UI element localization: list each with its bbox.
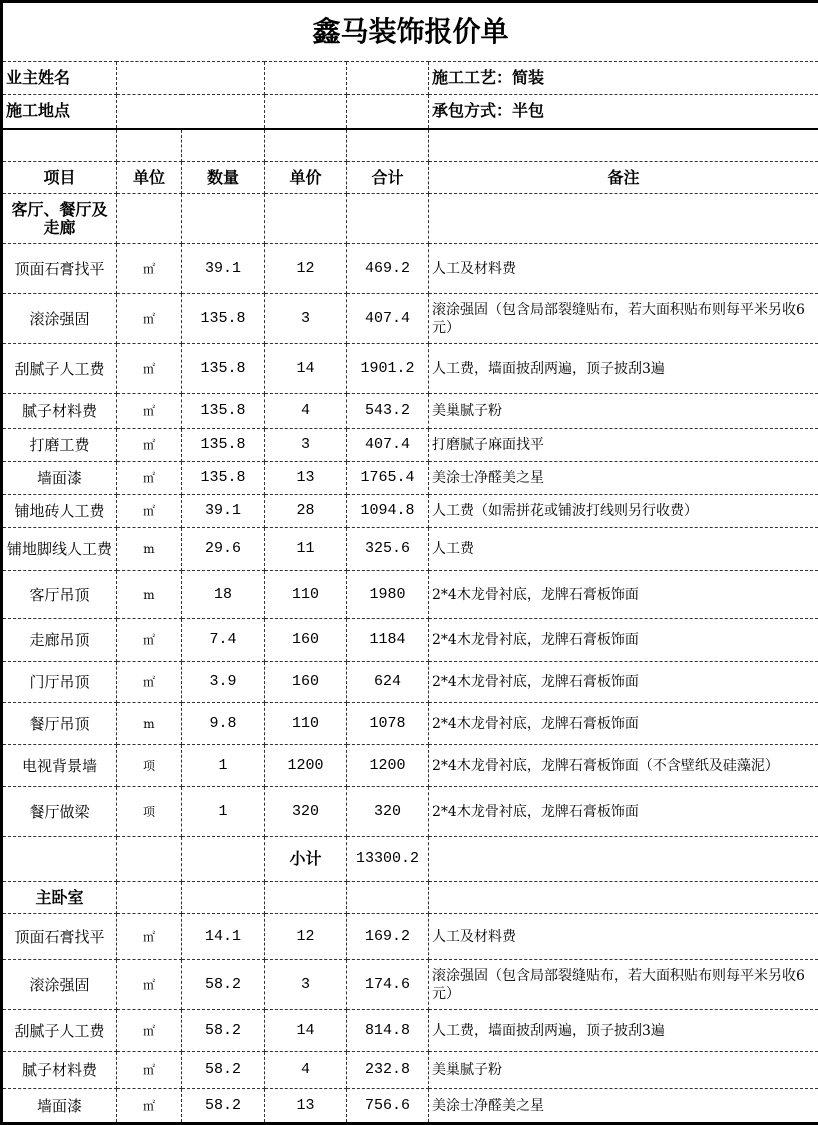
cell-qty[interactable]: 7.4 (182, 619, 265, 662)
cell-price[interactable]: 13 (265, 1089, 347, 1124)
sheet-title: 鑫马装饰报价单 (2, 2, 818, 62)
cell-qty[interactable]: 135.8 (182, 344, 265, 394)
table-row (2, 1052, 818, 1089)
empty-cell[interactable] (347, 62, 429, 95)
cell-item[interactable]: 刮腻子人工费 (2, 344, 117, 394)
empty-cell[interactable] (347, 129, 429, 162)
cell-total[interactable]: 1901.2 (347, 344, 429, 394)
cell-unit[interactable]: m (117, 571, 182, 619)
empty-cell[interactable] (429, 194, 818, 244)
empty-cell[interactable] (347, 882, 429, 914)
cell-note[interactable]: 滚涂强固（包含局部裂缝贴布，若大面积贴布则每平米另收6元） (429, 294, 818, 344)
cell-price[interactable]: 14 (265, 344, 347, 394)
cell-qty[interactable]: 135.8 (182, 462, 265, 495)
empty-cell[interactable] (347, 194, 429, 244)
section-row (2, 194, 818, 244)
cell-total[interactable]: 814.8 (347, 1010, 429, 1052)
table-row (2, 495, 818, 528)
subtotal-row (2, 837, 818, 882)
cell-note[interactable]: 2*4木龙骨衬底，龙牌石膏板饰面 (429, 571, 818, 619)
table-row (2, 1010, 818, 1052)
cell-unit[interactable]: ㎡ (117, 914, 182, 960)
cell-unit[interactable]: ㎡ (117, 495, 182, 528)
header-note: 备注 (429, 162, 818, 194)
table-row (2, 703, 818, 745)
cell-item[interactable]: 门厅吊顶 (2, 662, 117, 703)
cell-unit[interactable]: 项 (117, 745, 182, 787)
cell-unit[interactable]: ㎡ (117, 394, 182, 429)
cell-qty[interactable]: 58.2 (182, 1010, 265, 1052)
empty-cell[interactable] (265, 62, 347, 95)
empty-cell[interactable] (429, 837, 818, 882)
blank-row (2, 129, 818, 162)
cell-item[interactable]: 打磨工费 (2, 429, 117, 462)
cell-qty[interactable]: 135.8 (182, 429, 265, 462)
empty-cell[interactable] (2, 129, 117, 162)
cell-item[interactable]: 墙面漆 (2, 462, 117, 495)
cell-price[interactable]: 110 (265, 703, 347, 745)
empty-cell[interactable] (117, 129, 182, 162)
empty-cell[interactable] (265, 882, 347, 914)
cell-qty[interactable]: 39.1 (182, 244, 265, 294)
table-row (2, 344, 818, 394)
cell-total[interactable]: 1094.8 (347, 495, 429, 528)
cell-note[interactable]: 美涂士净醛美之星 (429, 1089, 818, 1124)
owner-name-label: 业主姓名 (2, 62, 117, 95)
cell-price[interactable]: 11 (265, 528, 347, 571)
cell-price[interactable]: 160 (265, 662, 347, 703)
cell-price[interactable]: 3 (265, 960, 347, 1010)
cell-price[interactable]: 12 (265, 914, 347, 960)
table-row (2, 571, 818, 619)
header-total: 合计 (347, 162, 429, 194)
cell-total[interactable]: 756.6 (347, 1089, 429, 1124)
cell-item[interactable]: 墙面漆 (2, 1089, 117, 1124)
cell-note[interactable]: 滚涂强固（包含局部裂缝贴布，若大面积贴布则每平米另收6元） (429, 960, 818, 1010)
cell-total[interactable]: 325.6 (347, 528, 429, 571)
empty-cell[interactable] (182, 837, 265, 882)
craft-label: 施工工艺：简装 (429, 62, 818, 95)
cell-price[interactable]: 14 (265, 1010, 347, 1052)
empty-cell[interactable] (182, 194, 265, 244)
cell-qty[interactable]: 29.6 (182, 528, 265, 571)
cell-note[interactable]: 人工费，墙面披刮两遍，顶子披刮3遍 (429, 1010, 818, 1052)
cell-note[interactable]: 美巢腻子粉 (429, 394, 818, 429)
cell-price[interactable]: 28 (265, 495, 347, 528)
empty-cell[interactable] (265, 129, 347, 162)
section-name: 客厅、餐厅及走廊 (2, 194, 117, 244)
table-row (2, 662, 818, 703)
table-row (2, 1089, 818, 1124)
cell-price[interactable]: 320 (265, 787, 347, 837)
cell-item[interactable]: 客厅吊顶 (2, 571, 117, 619)
cell-note[interactable]: 人工费（如需拼花或铺波打线则另行收费） (429, 495, 818, 528)
table-row (2, 244, 818, 294)
header-price: 单价 (265, 162, 347, 194)
table-row (2, 528, 818, 571)
cell-qty[interactable]: 58.2 (182, 960, 265, 1010)
table-row (2, 787, 818, 837)
header-item: 项目 (2, 162, 117, 194)
header-unit: 单位 (117, 162, 182, 194)
cell-total[interactable]: 174.6 (347, 960, 429, 1010)
cell-note[interactable]: 2*4木龙骨衬底，龙牌石膏板饰面 (429, 787, 818, 837)
subtotal-value[interactable]: 13300.2 (347, 837, 429, 882)
cell-unit[interactable]: ㎡ (117, 429, 182, 462)
cell-total[interactable]: 1200 (347, 745, 429, 787)
cell-note[interactable]: 人工费，墙面披刮两遍，顶子披刮3遍 (429, 344, 818, 394)
cell-total[interactable]: 407.4 (347, 429, 429, 462)
cell-note[interactable]: 2*4木龙骨衬底，龙牌石膏板饰面 (429, 703, 818, 745)
cell-unit[interactable]: ㎡ (117, 662, 182, 703)
cell-total[interactable]: 232.8 (347, 1052, 429, 1089)
cell-unit[interactable]: ㎡ (117, 960, 182, 1010)
cell-item[interactable]: 走廊吊顶 (2, 619, 117, 662)
cell-qty[interactable]: 9.8 (182, 703, 265, 745)
section-row (2, 882, 818, 914)
info-row-site (2, 95, 818, 129)
owner-name-value[interactable] (117, 62, 265, 95)
cell-item[interactable]: 铺地砖人工费 (2, 495, 117, 528)
cell-qty[interactable]: 14.1 (182, 914, 265, 960)
empty-cell[interactable] (117, 837, 182, 882)
cell-unit[interactable]: m (117, 528, 182, 571)
table-row (2, 394, 818, 429)
empty-cell[interactable] (265, 194, 347, 244)
empty-cell[interactable] (265, 95, 347, 129)
empty-cell[interactable] (117, 194, 182, 244)
cell-price[interactable]: 160 (265, 619, 347, 662)
cell-unit[interactable]: ㎡ (117, 294, 182, 344)
site-label: 施工地点 (2, 95, 117, 129)
header-qty: 数量 (182, 162, 265, 194)
cell-price[interactable]: 3 (265, 294, 347, 344)
empty-cell[interactable] (182, 129, 265, 162)
cell-item[interactable]: 腻子材料费 (2, 394, 117, 429)
cell-note[interactable]: 打磨腻子麻面找平 (429, 429, 818, 462)
empty-cell[interactable] (429, 129, 818, 162)
cell-item[interactable]: 餐厅做梁 (2, 787, 117, 837)
cell-total[interactable]: 543.2 (347, 394, 429, 429)
table-row (2, 619, 818, 662)
empty-cell[interactable] (347, 95, 429, 129)
site-value[interactable] (117, 95, 265, 129)
cell-price[interactable]: 13 (265, 462, 347, 495)
cell-note[interactable]: 2*4木龙骨衬底，龙牌石膏板饰面 (429, 619, 818, 662)
cell-item[interactable]: 腻子材料费 (2, 1052, 117, 1089)
header-row (2, 162, 818, 194)
cell-qty[interactable]: 58.2 (182, 1052, 265, 1089)
cell-total[interactable]: 1980 (347, 571, 429, 619)
cell-unit[interactable]: m (117, 703, 182, 745)
cell-unit[interactable]: ㎡ (117, 344, 182, 394)
cell-qty[interactable]: 39.1 (182, 495, 265, 528)
cell-price[interactable]: 110 (265, 571, 347, 619)
cell-unit[interactable]: ㎡ (117, 462, 182, 495)
cell-total[interactable]: 320 (347, 787, 429, 837)
title-row (2, 2, 818, 62)
empty-cell[interactable] (2, 837, 117, 882)
section-name: 主卧室 (2, 882, 117, 914)
cell-item[interactable]: 铺地脚线人工费 (2, 528, 117, 571)
cell-qty[interactable]: 1 (182, 745, 265, 787)
cell-item[interactable]: 滚涂强固 (2, 294, 117, 344)
table-row (2, 745, 818, 787)
cell-total[interactable]: 407.4 (347, 294, 429, 344)
cell-unit[interactable]: ㎡ (117, 1010, 182, 1052)
cell-total[interactable]: 1078 (347, 703, 429, 745)
cell-unit[interactable]: 项 (117, 787, 182, 837)
cell-total[interactable]: 469.2 (347, 244, 429, 294)
cell-total[interactable]: 624 (347, 662, 429, 703)
empty-cell[interactable] (429, 882, 818, 914)
cell-item[interactable]: 顶面石膏找平 (2, 914, 117, 960)
cell-item[interactable]: 电视背景墙 (2, 745, 117, 787)
empty-cell[interactable] (117, 882, 182, 914)
cell-note[interactable]: 2*4木龙骨衬底，龙牌石膏板饰面（不含壁纸及硅藻泥） (429, 745, 818, 787)
cell-item[interactable]: 滚涂强固 (2, 960, 117, 1010)
cell-unit[interactable]: ㎡ (117, 1089, 182, 1124)
cell-qty[interactable]: 58.2 (182, 1089, 265, 1124)
cell-price[interactable]: 3 (265, 429, 347, 462)
cell-total[interactable]: 1765.4 (347, 462, 429, 495)
cell-total[interactable]: 169.2 (347, 914, 429, 960)
table-row (2, 960, 818, 1010)
cell-price[interactable]: 4 (265, 394, 347, 429)
cell-price[interactable]: 4 (265, 1052, 347, 1089)
cell-qty[interactable]: 135.8 (182, 294, 265, 344)
cell-qty[interactable]: 1 (182, 787, 265, 837)
cell-price[interactable]: 1200 (265, 745, 347, 787)
cell-item[interactable]: 顶面石膏找平 (2, 244, 117, 294)
subtotal-label: 小计 (265, 837, 347, 882)
info-row-owner (2, 62, 818, 95)
table-row (2, 914, 818, 960)
cell-unit[interactable]: ㎡ (117, 1052, 182, 1089)
cell-total[interactable]: 1184 (347, 619, 429, 662)
cell-qty[interactable]: 135.8 (182, 394, 265, 429)
cell-note[interactable]: 人工及材料费 (429, 244, 818, 294)
cell-unit[interactable]: ㎡ (117, 619, 182, 662)
cell-note[interactable]: 人工及材料费 (429, 914, 818, 960)
table-row (2, 294, 818, 344)
cell-unit[interactable]: ㎡ (117, 244, 182, 294)
cell-item[interactable]: 餐厅吊顶 (2, 703, 117, 745)
empty-cell[interactable] (182, 882, 265, 914)
cell-note[interactable]: 人工费 (429, 528, 818, 571)
cell-qty[interactable]: 3.9 (182, 662, 265, 703)
cell-note[interactable]: 2*4木龙骨衬底，龙牌石膏板饰面 (429, 662, 818, 703)
cell-item[interactable]: 刮腻子人工费 (2, 1010, 117, 1052)
cell-note[interactable]: 美涂士净醛美之星 (429, 462, 818, 495)
contract-label: 承包方式：半包 (429, 95, 818, 129)
cell-price[interactable]: 12 (265, 244, 347, 294)
cell-note[interactable]: 美巢腻子粉 (429, 1052, 818, 1089)
cell-qty[interactable]: 18 (182, 571, 265, 619)
table-row (2, 429, 818, 462)
table-row (2, 462, 818, 495)
